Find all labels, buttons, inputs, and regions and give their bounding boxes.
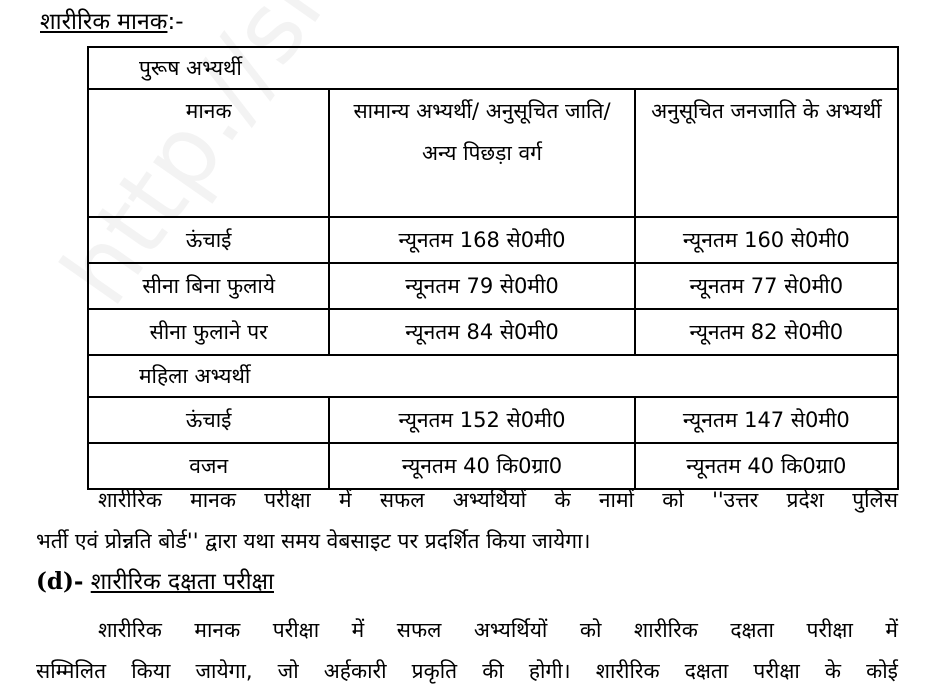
header-general: सामान्य अभ्यर्थी/ अनुसूचित जाति/ अन्य पिछड़ा वर्ग bbox=[329, 89, 634, 217]
table-row bbox=[88, 397, 898, 443]
row-standard: सीना बिना फुलाये bbox=[88, 263, 329, 309]
row-standard: सीना फुलाने पर bbox=[88, 309, 329, 355]
paragraph-text: शारीरिक मानक परीक्षा में सफल अभ्यर्थियों को शारीरिक दक्षता परीक्षा में bbox=[98, 618, 898, 642]
row-general: न्यूनतम 168 से0मी0 bbox=[329, 217, 634, 263]
table-row bbox=[88, 217, 898, 263]
row-st: न्यूनतम 160 से0मी0 bbox=[635, 217, 898, 263]
row-st: न्यूनतम 77 से0मी0 bbox=[635, 263, 898, 309]
subsection-heading bbox=[36, 562, 274, 602]
paragraph-text: शारीरिक मानक परीक्षा में सफल अभ्यर्थियों के नामों को ''उत्तर प्रदेश पुलिस bbox=[98, 488, 898, 512]
row-st: न्यूनतम 40 कि0ग्रा0 bbox=[635, 443, 898, 489]
male-section-label: पुरूष अभ्यर्थी bbox=[88, 47, 898, 89]
section-heading-title: शारीरिक मानक bbox=[40, 9, 168, 35]
row-standard: ऊंचाई bbox=[88, 217, 329, 263]
row-standard: ऊंचाई bbox=[88, 397, 329, 443]
row-standard: वजन bbox=[88, 443, 329, 489]
paragraph-line bbox=[36, 480, 898, 521]
subsection-title: शारीरिक दक्षता परीक्षा bbox=[90, 569, 274, 595]
male-section-row bbox=[88, 47, 898, 89]
header-st: अनुसूचित जनजाति के अभ्यर्थी bbox=[635, 89, 898, 217]
row-st: न्यूनतम 82 से0मी0 bbox=[635, 309, 898, 355]
section-heading bbox=[40, 4, 184, 40]
row-general: न्यूनतम 40 कि0ग्रा0 bbox=[329, 443, 634, 489]
female-section-row bbox=[88, 355, 898, 397]
paragraph-line: भर्ती एवं प्रोन्नति बोर्ड'' द्वारा यथा समय वेबसाइट पर प्रदर्शित किया जायेगा। bbox=[36, 529, 591, 553]
physical-standards-table bbox=[87, 46, 899, 490]
paragraph-line bbox=[36, 610, 898, 651]
subsection-code: (d)- bbox=[36, 568, 84, 595]
table-header-row bbox=[88, 89, 898, 217]
row-general: न्यूनतम 84 से0मी0 bbox=[329, 309, 634, 355]
section-heading-suffix: :- bbox=[167, 9, 184, 35]
row-general: न्यूनतम 152 से0मी0 bbox=[329, 397, 634, 443]
paragraph-efficiency-test bbox=[36, 610, 898, 692]
table-row bbox=[88, 309, 898, 355]
row-general: न्यूनतम 79 से0मी0 bbox=[329, 263, 634, 309]
table-row bbox=[88, 263, 898, 309]
header-standard: मानक bbox=[88, 89, 329, 217]
paragraph-line: सम्मिलित किया जायेगा, जो अर्हकारी प्रकृति की होगी। शारीरिक दक्षता परीक्षा के कोई bbox=[36, 659, 898, 683]
row-st: न्यूनतम 147 से0मी0 bbox=[635, 397, 898, 443]
female-section-label: महिला अभ्यर्थी bbox=[88, 355, 898, 397]
paragraph-result-publication bbox=[36, 480, 898, 562]
